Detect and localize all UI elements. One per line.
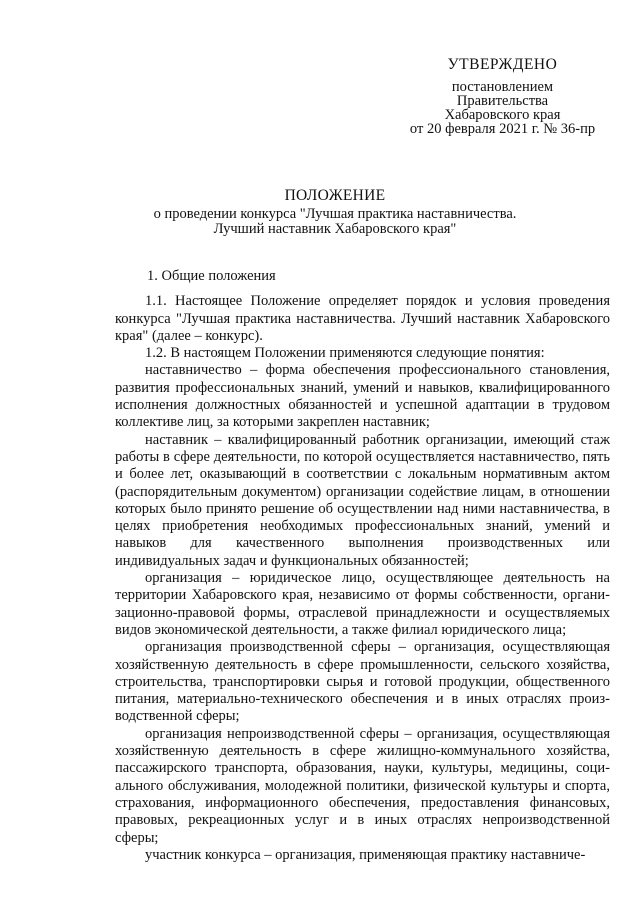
paragraph-1-2: 1.2. В настоящем Положении применяются следующие понятия: [145,345,545,362]
subtitle-line-2: Лучший наставник Хабаровского края" [213,221,457,237]
definition-mentor: наставник – квалифицированный работник организации, имеющий стаж работы в сфере деятельности, по которой осуществляется наставничество, пять и более лет, оказывающий в соответствии с локальным нормативным актом (распорядительным документом) организации содействие лицам, в отношении которых было принято решение об осуществлении над ними наставничества, в целях приобретения необходимых профессиональных знаний, умений и навыков для качественного выполнения производственных или индивидуальных задач и функциональных обязанностей; [115,431,610,569]
definition-production-org: организация производственной сферы – организация, осуществляющая хозяйственную деятельность в сфере промышленности, сельского хозяйства, строительства, транспортировки сырья и готовой продукции, общественного питания, материально-технического обеспечения и в иных отраслях производственной сферы; [115,639,610,725]
definition-nonproduction-org: организация непроизводственной сферы – организация, осуществляющая хозяйственную деятельность в сфере жилищно-коммунального хозяйства, пассажирского транспорта, образования, науки, культуры, медицины, социального обслуживания, молодежной политики, физической культуры и спорта, страхования, информационного обеспечения, предоставления финансовых, правовых, рекреационных услуг и в иных отраслях непроизводственной сферы; [115,725,610,846]
approval-stamp [395,58,610,136]
approval-line-1: постановлением [451,79,554,95]
document-title: ПОЛОЖЕНИЕ [284,187,386,204]
subtitle-line-1: о проведении конкурса "Лучшая практика наставничества. [153,206,517,222]
approval-line-3: Хабаровского края [444,107,561,123]
definition-organization: организация – юридическое лицо, осуществляющее деятельность на территории Хабаровского края, независимо от формы собственности, организационно-правовой формы, отраслевой принадлежности и осуществляемых видов экономической деятельности, а также филиал юридического лица; [115,570,610,638]
approval-line-4: от 20 февраля 2021 г. № 36-пр [409,121,596,137]
definition-mentoring: наставничество – форма обеспечения профессионального становления, развития профессиональных знаний, умений и навыков, квалифицированного исполнения должностных обязанностей и успешной адаптации в трудовом коллективе лиц, за которыми закреплен наставник; [115,362,610,431]
definition-participant: участник конкурса – организация, применяющая практику наставниче- [145,846,586,863]
document-subtitle [100,207,570,237]
approval-line-2: Правительства [456,93,549,109]
approved-heading: УТВЕРЖДЕНО [447,56,558,73]
section-heading: 1. Общие положения [147,268,276,284]
paragraph-1-1: 1.1. Настоящее Положение определяет порядок и условия проведения конкурса "Лучшая практика наставничества. Лучший наставник Хабаровского края" (далее – конкурс). [115,293,610,344]
document-body [115,268,610,864]
